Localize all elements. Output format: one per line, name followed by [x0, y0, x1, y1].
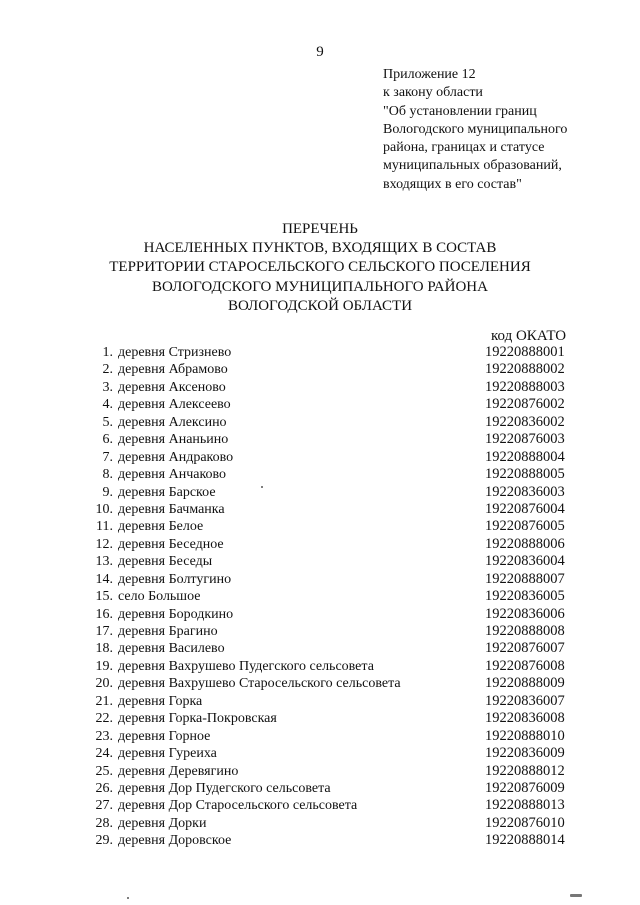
item-number: 17.	[95, 624, 113, 639]
okato-code: 19220888008	[485, 623, 565, 639]
list-item	[88, 536, 568, 553]
settlement-name: деревня Беседное	[118, 536, 224, 552]
list-item	[88, 361, 568, 378]
okato-code: 19220876009	[485, 779, 565, 796]
settlement-name: деревня Беседы	[118, 554, 213, 570]
item-number: 5.	[102, 414, 113, 430]
okato-code: 19220876002	[485, 396, 565, 413]
list-item	[88, 501, 568, 518]
item-number: 15.	[95, 589, 113, 605]
settlement-name: деревня Горка	[118, 693, 203, 709]
item-number: 21.	[95, 693, 113, 709]
list-item	[88, 815, 568, 832]
okato-code: 19220888010	[485, 727, 565, 744]
settlement-name: деревня Василево	[118, 641, 225, 657]
settlement-name: деревня Вахрушево Пудегского сельсовета	[118, 658, 374, 674]
heading-line: НАСЕЛЕННЫХ ПУНКТОВ, ВХОДЯЩИХ В СОСТАВ	[143, 240, 497, 257]
settlement-name: деревня Абрамово	[118, 362, 228, 378]
item-number: 24.	[95, 746, 113, 762]
settlement-name: деревня Горка-Покровская	[118, 711, 277, 727]
okato-code: 19220888014	[485, 832, 565, 849]
settlement-name: деревня Бородкино	[118, 606, 234, 622]
list-item	[88, 623, 568, 640]
heading-line: ПЕРЕЧЕНЬ	[282, 221, 358, 237]
settlement-name: деревня Вахрушево Старосельского сельсовета	[118, 676, 401, 692]
item-number: 2.	[102, 362, 113, 378]
list-item	[88, 745, 568, 762]
list-item	[88, 396, 568, 413]
okato-code: 19220888012	[485, 762, 565, 779]
settlement-list	[88, 344, 568, 850]
list-item	[88, 780, 568, 797]
item-number: 29.	[95, 833, 113, 849]
okato-code: 19220876008	[485, 657, 565, 674]
list-item	[88, 344, 568, 361]
list-item	[88, 658, 568, 675]
item-number: 18.	[95, 641, 113, 657]
settlement-name: деревня Доровское	[118, 833, 232, 849]
list-item	[88, 606, 568, 623]
okato-code: 19220888002	[485, 361, 565, 378]
settlement-name: деревня Анчаково	[118, 467, 227, 483]
item-number: 26.	[95, 780, 113, 796]
item-number: 8.	[102, 467, 113, 483]
page-number: 9	[316, 44, 324, 60]
item-number: 9.	[102, 484, 113, 500]
okato-code: 19220836006	[485, 605, 565, 622]
item-number: 16.	[95, 606, 113, 622]
settlement-name: деревня Бачманка	[118, 501, 225, 517]
appendix-line: района, границах и статусе	[383, 140, 545, 156]
list-item	[88, 675, 568, 692]
appendix-note	[383, 66, 567, 194]
appendix-line: к закону области	[383, 85, 483, 101]
okato-code: 19220876010	[485, 814, 565, 831]
heading-line: ВОЛОГОДСКОЙ ОБЛАСТИ	[227, 297, 413, 314]
list-item	[88, 553, 568, 570]
okato-code: 19220836004	[485, 553, 565, 570]
okato-code: 19220888003	[485, 378, 565, 395]
okato-code: 19220888013	[485, 797, 565, 814]
settlement-name: деревня Болтугино	[118, 571, 232, 587]
heading-line: ТЕРРИТОРИИ СТАРОСЕЛЬСКОГО СЕЛЬСКОГО ПОСЕЛЕНИЯ	[109, 259, 531, 276]
item-number: 19.	[95, 658, 113, 674]
settlement-name: деревня Брагино	[118, 624, 218, 639]
settlement-name: село Большое	[118, 589, 201, 605]
settlement-name: деревня Дор Старосельского сельсовета	[118, 798, 358, 814]
list-item	[88, 484, 568, 501]
appendix-line: "Об установлении границ	[383, 103, 537, 119]
item-number: 11.	[96, 519, 113, 535]
settlement-name: деревня Алексеево	[118, 397, 231, 413]
settlement-name: деревня Алексино	[118, 414, 227, 430]
item-number: 25.	[95, 763, 113, 779]
appendix-line: Приложение 12	[383, 67, 476, 82]
item-number: 4.	[102, 397, 113, 413]
list-item	[88, 763, 568, 780]
okato-code: 19220876005	[485, 518, 565, 535]
list-item	[88, 693, 568, 710]
okato-code: 19220836005	[485, 588, 565, 605]
list-item	[88, 431, 568, 448]
settlement-name: деревня Аксеново	[118, 379, 226, 395]
settlement-name: деревня Белое	[118, 519, 204, 535]
item-number: 7.	[102, 449, 113, 465]
appendix-line: входящих в его состав"	[383, 176, 522, 192]
list-item	[88, 379, 568, 396]
settlement-name: деревня Дор Пудегского сельсовета	[118, 780, 331, 796]
okato-code: 19220836003	[485, 483, 565, 500]
item-number: 10.	[95, 501, 113, 517]
okato-code: 19220836007	[485, 692, 565, 709]
item-number: 27.	[95, 798, 113, 814]
list-item	[88, 571, 568, 588]
settlement-name: деревня Барское	[118, 484, 216, 500]
list-item	[88, 797, 568, 814]
okato-code: 19220836002	[485, 413, 565, 430]
scan-speck	[261, 486, 263, 488]
list-item	[88, 710, 568, 727]
settlement-name: деревня Ананьино	[118, 432, 229, 448]
document-heading	[0, 220, 640, 316]
item-number: 28.	[95, 815, 113, 831]
okato-code: 19220888006	[485, 535, 565, 552]
settlement-name: деревня Горное	[118, 728, 211, 744]
okato-code: 19220836009	[485, 745, 565, 762]
settlement-name: деревня Андраково	[118, 449, 234, 465]
item-number: 6.	[102, 432, 113, 448]
settlement-name: деревня Гуреиха	[118, 746, 217, 762]
item-number: 12.	[95, 536, 113, 552]
appendix-line: Вологодского муниципального	[383, 121, 568, 137]
okato-code: 19220888001	[485, 344, 565, 360]
list-item	[88, 449, 568, 466]
item-number: 14.	[95, 571, 113, 587]
item-number: 1.	[102, 345, 113, 360]
heading-line: ВОЛОГОДСКОГО МУНИЦИПАЛЬНОГО РАЙОНА	[152, 278, 488, 295]
okato-code: 19220836008	[485, 710, 565, 727]
item-number: 13.	[95, 554, 113, 570]
list-item	[88, 518, 568, 535]
okato-code: 19220888009	[485, 675, 565, 692]
okato-code: 19220876004	[485, 500, 565, 517]
okato-code: 19220888005	[485, 466, 565, 483]
okato-code: 19220876003	[485, 431, 565, 448]
item-number: 22.	[95, 711, 113, 727]
list-item	[88, 640, 568, 657]
scan-speck	[127, 897, 129, 899]
okato-column-header: код ОКАТО	[491, 328, 567, 344]
scan-speck	[570, 894, 582, 897]
item-number: 23.	[95, 728, 113, 744]
okato-code: 19220888004	[485, 448, 565, 465]
list-item	[88, 466, 568, 483]
list-item	[88, 832, 568, 849]
settlement-name: деревня Деревягино	[118, 763, 239, 779]
list-item	[88, 588, 568, 605]
okato-code: 19220888007	[485, 570, 565, 587]
appendix-line: муниципальных образований,	[383, 158, 562, 174]
item-number: 3.	[102, 379, 113, 395]
okato-code: 19220876007	[485, 640, 565, 657]
item-number: 20.	[95, 676, 113, 692]
list-item	[88, 414, 568, 431]
settlement-name: деревня Стризнево	[118, 345, 232, 360]
settlement-name: деревня Дорки	[118, 815, 207, 831]
list-item	[88, 728, 568, 745]
